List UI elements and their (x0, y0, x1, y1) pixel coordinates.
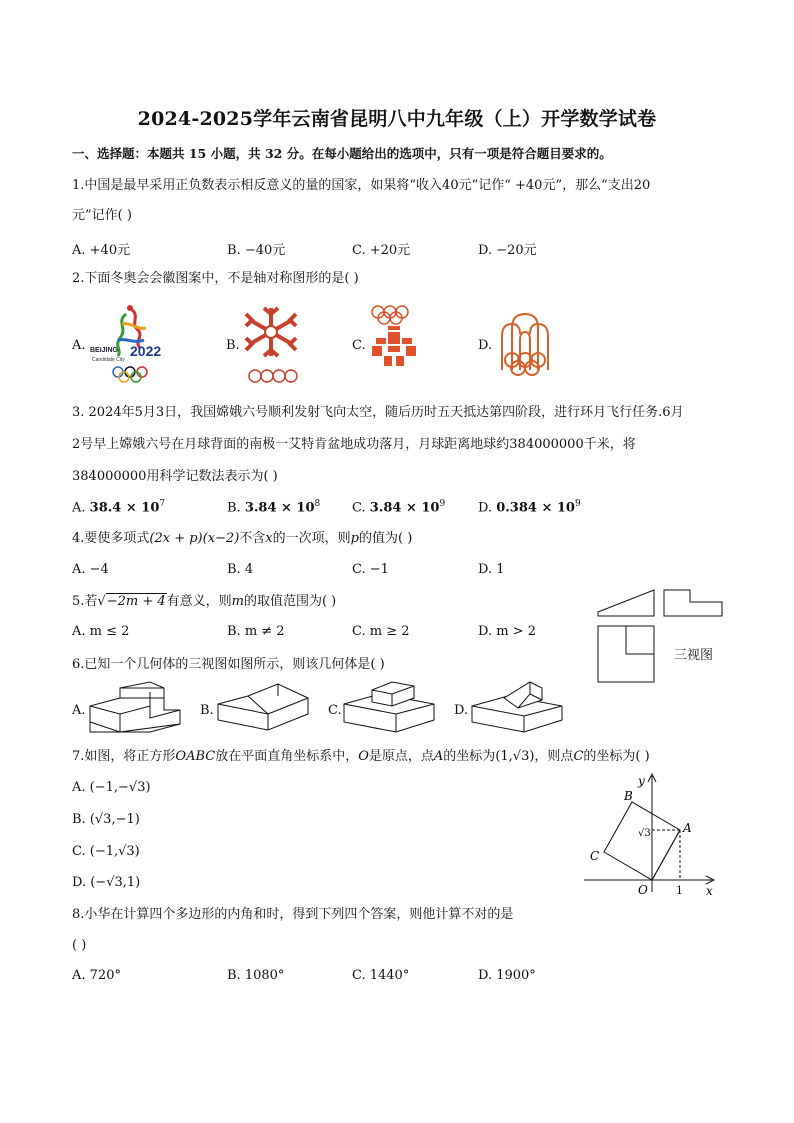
q1-option-a[interactable]: A. +40元 (72, 243, 131, 258)
q3-option-d[interactable]: D. $0.384 \times 10^9$ (478, 499, 581, 516)
q6-label-c[interactable]: C. (328, 703, 342, 718)
q2-label-c[interactable]: C. (352, 338, 366, 353)
q6-label-d[interactable]: D. (454, 703, 469, 718)
three-view-figure (596, 586, 726, 686)
q2-stem: 2.下面冬奥会会徽图案中，不是轴对称图形的是( ) (72, 271, 359, 286)
q7-stem: 7.如图，将正方形OABC放在平面直角坐标系中，O是原点，点A的坐标为(1,√3)，则点C的坐标为( ) (72, 749, 650, 764)
q5-stem: 5.若√−2m + 4有意义，则m的取值范围为( ) (72, 594, 337, 609)
three-view-label: 三视图 (674, 648, 714, 663)
logo-a-beijing-text: BEIJING (90, 347, 119, 354)
q2-label-d[interactable]: D. (478, 338, 493, 353)
q5-option-b[interactable]: B. m ≠ 2 (227, 624, 285, 639)
q1-option-c[interactable]: C. +20元 (352, 243, 411, 258)
fig-label-o: O (638, 883, 648, 897)
q3-stem-line3: 384000000用科学记数法表示为( ) (72, 469, 278, 484)
q3-stem-line1: 3. 2024年5月3日，我国嫦娥六号顺利发射飞向太空，随后历时五天抵达第四阶段，进行环月飞行任务.6月 (72, 405, 684, 420)
fig-label-y: y (638, 774, 645, 788)
q6-solid-b (214, 680, 314, 736)
q6-solid-d (468, 680, 568, 736)
q1-option-d[interactable]: D. −20元 (478, 243, 537, 258)
q4-option-b[interactable]: B. 4 (227, 562, 254, 577)
q8-option-b[interactable]: B. 1080° (227, 968, 285, 983)
q8-option-a[interactable]: A. 720° (72, 968, 121, 983)
fig-label-x: x (706, 884, 713, 898)
q4-option-a[interactable]: A. −4 (72, 562, 109, 577)
q7-option-d[interactable]: D. (−√3,1) (72, 875, 141, 890)
q2-label-b[interactable]: B. (226, 338, 240, 353)
q7-option-b[interactable]: B. (√3,−1) (72, 812, 140, 827)
q5-option-c[interactable]: C. m ≥ 2 (352, 624, 410, 639)
snowflake-logo-icon (238, 300, 304, 388)
q3-option-c[interactable]: C. $3.84 \times 10^9$ (352, 499, 446, 516)
logo-a-candidate-text: Candidate City (92, 357, 125, 363)
q8-stem-line2: ( ) (72, 938, 87, 953)
q1-stem-line2: 元”记作( ) (72, 208, 132, 223)
q5-option-d[interactable]: D. m > 2 (478, 624, 536, 639)
q1-stem-line1: 1.中国是最早采用正负数表示相反意义的量的国家，如果将“收入40元”记作“ +40元”，那么“支出20 (72, 178, 651, 193)
fig-label-c: C (590, 849, 600, 863)
q3-option-b[interactable]: B. $3.84 \times 10^8$ (227, 499, 321, 516)
sarajevo-logo-icon (366, 300, 426, 386)
q5-radicand: −2m + 4 (106, 594, 166, 609)
fig-label-b: B (624, 789, 633, 803)
q6-stem: 6.已知一个几何体的三视图如图所示，则该几何体是( ) (72, 657, 385, 672)
beijing-2022-logo-icon (88, 300, 178, 386)
fig-label-a: A (683, 821, 692, 835)
q4-option-d[interactable]: D. 1 (478, 562, 505, 577)
q8-stem-line1: 8.小华在计算四个多边形的内角和时，得到下列四个答案，则他计算不对的是 (72, 907, 514, 922)
q8-option-c[interactable]: C. 1440° (352, 968, 410, 983)
q7-option-a[interactable]: A. (−1,−√3) (72, 780, 151, 795)
fig-label-root3: √3 (638, 828, 651, 839)
q4-option-c[interactable]: C. −1 (352, 562, 389, 577)
montreal-logo-icon (494, 310, 556, 384)
q6-solid-a (86, 680, 186, 736)
q5-option-a[interactable]: A. m ≤ 2 (72, 624, 130, 639)
logo-a-year-text: 2022 (130, 343, 162, 359)
q4-stem: 4.要使多项式(2x + p)(x−2)不含x的一次项，则p的值为( ) (72, 531, 413, 546)
section-heading: 一、选择题：本题共 15 小题，共 32 分。在每小题给出的选项中，只有一项是符合题目要求的。 (72, 146, 612, 161)
q6-label-b[interactable]: B. (200, 703, 214, 718)
q6-label-a[interactable]: A. (72, 703, 86, 718)
q8-option-d[interactable]: D. 1900° (478, 968, 536, 983)
q6-solid-c (340, 678, 440, 736)
q3-option-a[interactable]: A. $38.4 \times 10^7$ (72, 499, 166, 516)
fig-label-one: 1 (676, 884, 683, 897)
q2-label-a[interactable]: A. (72, 338, 86, 353)
q7-option-c[interactable]: C. (−1,√3) (72, 844, 140, 859)
exam-title: 2024-2025学年云南省昆明八中九年级（上）开学数学试卷 (137, 108, 657, 130)
q3-stem-line2: 2号早上嫦娥六号在月球背面的南极一艾特肯盆地成功落月，月球距离地球约384000000千米，将 (72, 437, 636, 452)
q7-coordinate-figure (582, 770, 722, 900)
q1-option-b[interactable]: B. −40元 (227, 243, 286, 258)
